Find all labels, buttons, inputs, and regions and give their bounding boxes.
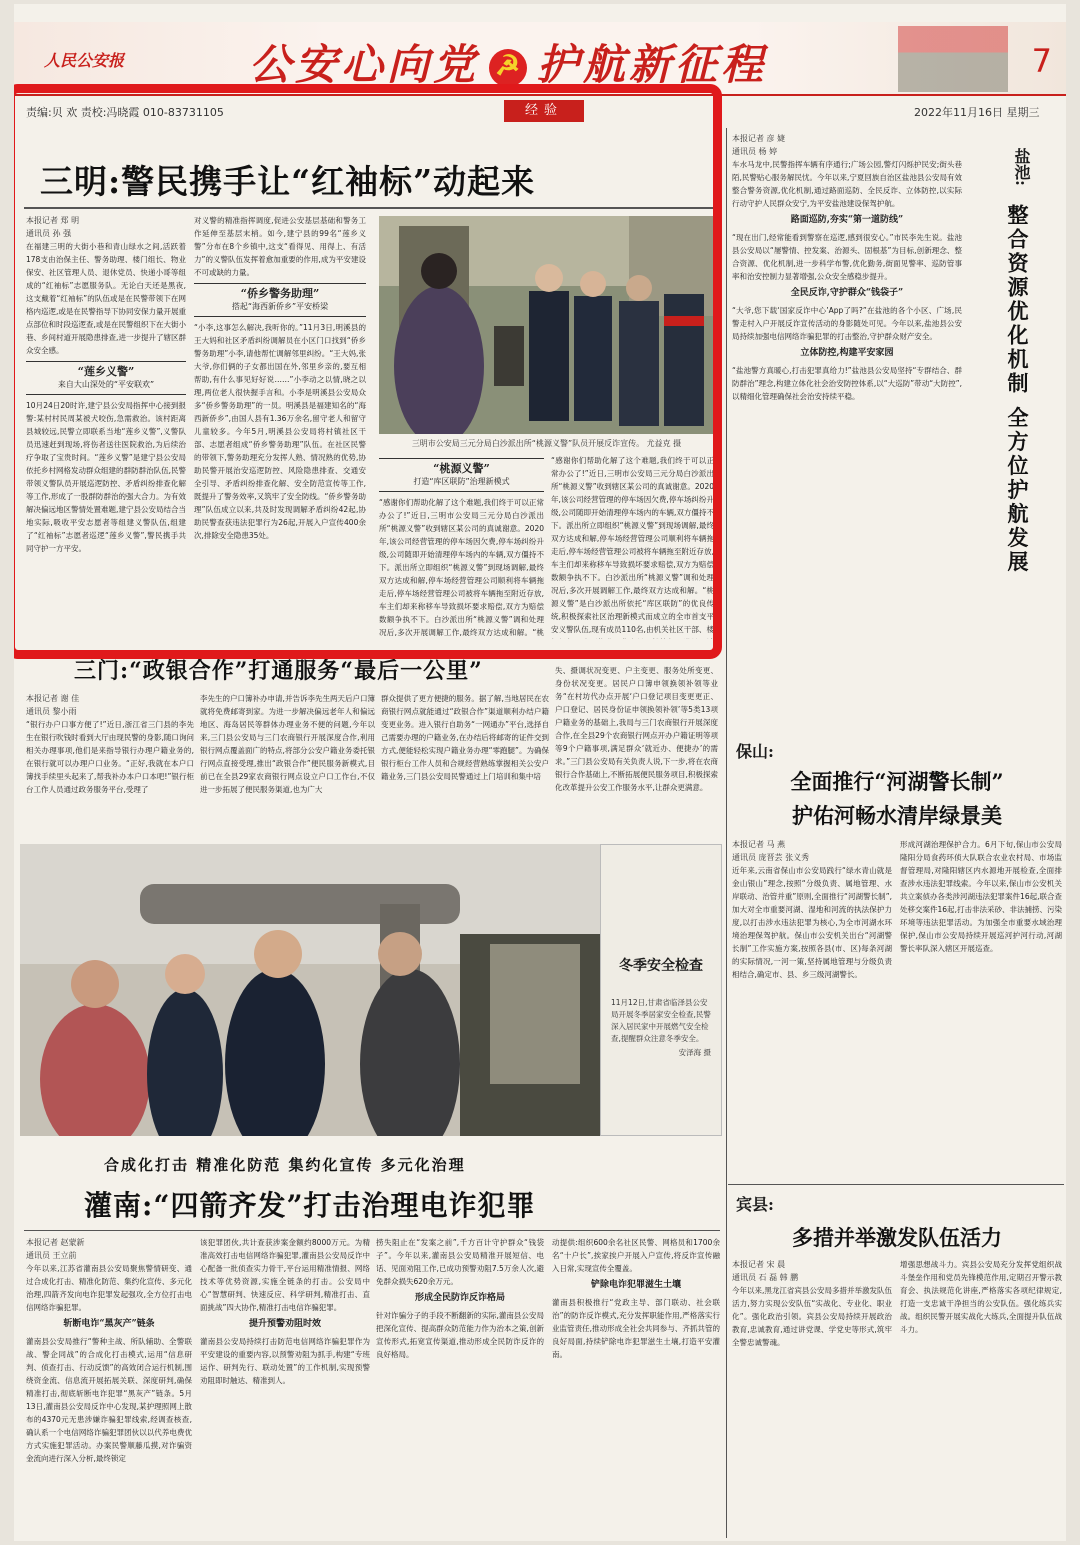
newspaper-page	[14, 4, 1066, 1541]
masthead-title-left: 公安心向党	[249, 40, 480, 89]
byline: 本报记者 马 燕 通讯员 庞晋芸 张义秀	[732, 840, 810, 862]
photo-title: 冬季安全检查	[619, 958, 703, 974]
article-guannan-col4: 动提供:组织600余名社区民警、网格员和1700余名“十户长”,挨家挨户开展入户宣传,将反诈宣传融入日常,实现宣传全覆盖。 铲除电诈犯罪滋生土壤 灌南县积极推行“党政主导、部门联动、社会联治”的防诈反诈模式,充分发挥职能作用,严格落实行业监管责任,推动形成全社会共同参与、齐抓共管的良好局面,持续铲除电诈犯罪滋生土壤,打造平安灌南。	[552, 1238, 720, 1359]
article-binxian-col1: 本报记者 宋 晨 通讯员 石 磊 韩 鹏 今年以来,黑龙江省宾县公安局多措并举激发队伍活力,努力实现公安队伍“实战化、专业化、职业化”。强化政治引领。宾县公安局持续开展政治教育,忠诚教育,通过讲党课、学党史等形式,筑牢全警忠诚警魂。	[732, 1260, 892, 1347]
photo-winter-safety	[20, 844, 600, 1136]
article-baoshan-title1: 全面推行“河湖警长制”	[790, 769, 1004, 794]
masthead-logo: 人民公安报	[44, 51, 125, 70]
issue-date: 2022年11月16日 星期三	[914, 106, 1040, 119]
article-sanmen-col1: 本报记者 谢 佳 通讯员 黎小雨 “银行办户口事方便了!”近日,浙江省三门县的李先生在银行吹钱时看到大厅由现民警的身影,随口询问相关办理事项,他们是来指导银行办理户籍业务的,在银行就可以办理户口业务。“正好,我就在本户口簿找手续里头起来了,帮我补办本户口本吧!”银行柜台工作人员通过政务服务平台,受理了	[26, 694, 194, 794]
article-sanming-title: 三明:警民携手让“红袖标”动起来	[40, 162, 536, 201]
article-sanming-col3b: “感谢你们帮助化解了这个难题,我们终于可以正常办公了!”近日,三明市公安局三元分局白沙派出所“桃源义警”收到辖区某公司的真诚谢意。2020年,该公司经营管理的停车场因欠费,停车场纠纷升级,公司随即开始清理停车场内的车辆,双方僵持不下。派出所立即组织“桃源义警”到现场调解,最终双方达成和解,停车场经营管理公司顺利将车辆拖走后,停车场经营管理公司被将车辆拖至附近存放,车主们却来称移车导致损坏要求赔偿,双方为赔偿数额争执不下。白沙派出所“桃源义警”调和处理况后,多次开展调解工作,最终双方达成和解。“桃源义警”是白沙派出所依托“库区联防”的优良传统,积极探索社区治理新模式而成立的全市首支平安义警队伍,现有成员110名,由机关社区干部、楼	[551, 456, 714, 634]
article-baoshan-col1: 本报记者 马 燕 通讯员 庞晋芸 张义秀 近年来,云南省保山市公安局践行“绿水青山就是金山银山”理念,按照“分级负责、属地管理、水岸联动、治管并重”原则,全面推行“河湖警长制”,加大对全市重要河湖、湿地和河流的执法保护力度,以打击涉水违法犯罪为核心,为全市河湖水环境治理保驾护航。保山市公安机关出台“河湖警长制”工作实施方案,按照各县(市、区)每条河湖的实际情况,一河一策,坚持属地管理与分级负责相结合,确定市、县、乡三级河湖警长。	[732, 840, 892, 979]
photo-police-volunteers	[379, 216, 714, 434]
article-guannan-col3: 捞失阻止在“发案之前”,千方百计守护群众“钱袋子”。今年以来,灌南县公安局精准开展短信、电话、见面劝阻工作,已成功预警劝阻7.5万余人次,避免群众损失620余万元。 形成全民防诈反诈格局 针对诈骗分子的手段不断翻新的实际,灌南县公安局把深化宣传、提高群众防范能力作为治本之策,创新宣传形式,拓宽宣传渠道,推动形成全民防诈反诈的良好格局。	[376, 1238, 544, 1359]
region-binxian: 宾县:	[736, 1195, 774, 1214]
article-yanchi-title: 整合资源优化机制 全方位护航发展	[1005, 204, 1030, 575]
subhead-qiaoxiang: “侨乡警务助理” 搭起“海西新侨乡”平安桥梁	[194, 283, 366, 317]
article-sanmen-title: 三门:“政银合作”打通服务“最后一公里”	[74, 658, 483, 684]
article-guannan-title: 灌南:“四箭齐发”打击治理电诈犯罪	[84, 1189, 536, 1222]
byline: 本报记者 赵蒙新 通讯员 王立前	[26, 1238, 85, 1260]
article-binxian-col2: 增强思想战斗力。宾县公安局充分发挥党组织战斗堡垒作用和党员先锋模范作用,定期召开警示教育会、执法规范化讲座,严格落实各项纪律规定,打造一支忠诚干净担当的公安队伍。强化练兵实战。组织民警开展实战化大练兵,全面提升队伍战斗力。	[900, 1260, 1062, 1334]
article-sanming-col3a: “桃源义警” 打造“库区联防”治理新模式 “感谢你们帮助化解了这个难题,我们终于可以正常办公了!”近日,三明市公安局三元分局白沙派出所“桃源义警”收到辖区某公司的真诚谢意。2020年,该公司经营管理的停车场因欠费,停车场纠纷升级,公司随即开始清理停车场内的车辆,双方僵持不下。派出所立即组织“桃源义警”到现场调解,最终双方达成和解,停车场经营管理公司顺利将车辆拖走后,停车场经营管理公司被将车辆拖至附近存放,车主们却来称移车导致损坏要求赔偿,双方为赔偿数额争执不下。白沙派出所“桃源义警”调和处理况后,多次开展调解工作,最终双方达成和解。“桃	[379, 454, 544, 639]
subhead-taoyuan: “桃源义警” 打造“库区联防”治理新模式	[379, 458, 544, 492]
masthead	[14, 22, 1066, 96]
article-sanmen-col2: 李先生的户口簿补办申请,并告诉李先生两天后户口簿就将免费邮寄到家。为进一步解决偏远老年人和偏远地区、海岛居民等群体办理业务不便的问题,今年以来,三门县公安局与三门农商银行开展深度合作,利用银行网点覆盖面广的特点,将部分公安户籍业务委托银行网点直接受理,推出“政银合作”便民服务新模式,目前已在全县29家农商银行网点设立户口工作台,不仅进一步拓展了便民服务渠道,也为广大	[200, 694, 375, 794]
byline: 本报记者 宋 晨 通讯员 石 磊 韩 鹏	[732, 1260, 799, 1282]
article-guannan-col2: 该犯罪团伙,共计查获涉案金额约8000万元。为精准高效打击电信网络诈骗犯罪,灌南县公安局反诈中心配备一批侦查实力骨干,平台运用精准情报、网络技术等优势资源,实施全链条的打击。公安局中心“智慧研判、快速反应、科学研判,精准打击、直面挑战”四大协作,精准打击电信诈骗犯罪。 提升预警劝阻时效 灌南县公安局持续打击防范电信网络诈骗犯罪作为平安建设的重要内容,以预警劝阻为抓手,构建“专班运作、研判先行、联动处置”的工作机制,实现预警劝阻即时触达、精准到人。	[200, 1238, 370, 1385]
party-emblem-icon	[489, 49, 527, 87]
byline: 本报记者 彦 婕 通讯员 杨 婷	[732, 134, 786, 156]
article-yanchi-body: 本报记者 彦 婕 通讯员 杨 婷 车水马龙中,民警指挥车辆有序通行;广场公园,警灯闪烁护民安;街头巷陌,民警贴心服务解民忧。今年以来,宁夏回族自治区盐池县公安局有效整合警务资源,优化机制,通过路面巡防、全民反诈、立体防控,以实际行动守护人民群众安宁,为平安盐池建设保驾护航。 路面巡防,夯实“第一道防线” “现在出门,经常能看到警察在巡逻,感到很安心。”市民李先生说。盐池县公安局以“屡警情、控发案、治源头、固根基”为目标,创新理念、整合资源、优化机制,进一步科学布警,优化勤务,街面见警率、巡防管事率和治安控制力显著增强,公众安全感稳步提升。 全民反诈,守护群众“钱袋子” “大爷,您下载‘国家反诈中心’App了吗?”在盐池的各个小区、广场,民警走村入户开展反诈宣传活动的身影随处可见。今年以来,盐池县公安局持续加强电信网络诈骗犯罪的打击整治,守护群众财产安全。 立体防控,构建平安家园 “盐池警方真暖心,打击犯罪真给力!”盐池县公安局坚持“专群结合、群防群治”理念,构建立体化社会治安防控体系,以“大巡防”带动“大防控”,以精细化管理确保社会治安持续平稳。	[732, 134, 962, 401]
photo2-credit: 安泽海 摄	[678, 1048, 711, 1057]
article-baoshan-title2: 护佑河畅水清岸绿景美	[792, 803, 1002, 828]
article-guannan-kicker: 合成化打击 精准化防范 集约化宣传 多元化治理	[104, 1156, 466, 1174]
masthead-title-right: 护航新征程	[537, 40, 768, 89]
masthead-title	[249, 32, 767, 92]
flag-graphic	[898, 26, 1008, 92]
section-tag: 经验	[504, 100, 584, 122]
subhead-lianxiang: “莲乡义警” 来自大山深处的“平安联欢”	[26, 361, 186, 395]
article-sanmen-col3: 群众提供了更方便捷的服务。据了解,当地居民在农商银行网点就能通过“政银合作”渠道顺利办结户籍变更业务。进入银行自助务“一网通办”平台,选择自己需要办理的户籍业务,在办结后将邮寄的证件交到方式,便能轻松实现户籍业务办理“零跑腿”。为确保银行柜台工作人员和合规经营熟练掌握相关公安户籍业务,三门县公安局民警通过上门培训和集中培	[381, 694, 549, 781]
article-sanming-col2: 对义警的精准指挥调度,促进公安基层基础和警务工作延伸至基层末梢。如今,建宁县的99名“莲乡义警”分布在8个乡镇中,这支“看得见、用得上、有活力”的义警队伍发挥着愈加重要的作用,成为平安建设不可或缺的力量。 “侨乡警务助理” 搭起“海西新侨乡”平安桥梁 “小李,这事怎么解决,我听你的。”11月3日,明溪县的王大妈和社区矛盾纠纷调解员在小区门口找到“侨乡警务助理”小李,请他帮忙调解邻里纠纷。“王大妈,张大爷,你们俩的子女都出国在外,邻里乡亲的,要互相帮助,有什么事见好好说……”小李动之以情,晓之以理,两位老人很快握手言和。小李是明溪县公安局众多“侨乡警务助理”的一员。明溪县是福建知名的“海西新侨乡”,由国人县有1.36万余名,留守老人和留守儿童较多。今年5月,明溪县公安局将村镇社区干部、志愿者组成“侨乡警务助理”队伍。在社区民警的带领下,警务助理充分发挥人熟、情况熟的优势,协助民警开展治安巡逻防控、风险隐患排查、交通安全引导、矛盾纠纷排查化解、安全防范宣传等工作,既提升了警务效率,又筑牢了安全防线。“侨乡警务助理”队伍成立以来,共及时发现调解矛盾纠纷42起,协助民警查获违法犯罪行为26起,开展入户宣传400余次,排除安全隐患35处。	[194, 216, 366, 540]
article-sanmen-col4: 失、摄调状况变更、户主变更、服务处所变更、身份状况变更。居民户口簿申领换领补领等业务“在村坊代办点开展‘户口登记项目变更更正、户口登记、居民身份证申领换领补领’等5类13项户籍业务的基础上,我局与三门农商银行开展深度合作,在全县29个农商银行网点开办户籍证明等项等9个户籍事项,满足群众‘就近办、便捷办’的需求。”三门县公安局有关负责人说,下一步,将在农商银行合作基础上,不断拓展便民服务项目,积极探索化改革提升公安工作服务水平,让群众更满意。	[555, 666, 718, 792]
article-binxian-title: 多措并举激发队伍活力	[792, 1225, 1002, 1250]
article-baoshan-col2: 形成河湖治理保护合力。6月下旬,保山市公安局隆阳分局食药环侦大队联合农业农村局、市场监督管理局,对隆阳辖区内水源地开展检查,全面排查涉水违法犯罪线索。今年以来,保山市公安机关共立案侦办各类涉河湖违法犯罪案件16起,联合查处移交案件16起,打击非法采砂、非法捕捞、污染环境等违法犯罪活动。为加强全市重要水域治理保护,保山市公安局持续开展巡河护河行动,河湖警长率队深入辖区开展巡查。	[900, 840, 1062, 953]
page-number: 7	[1031, 42, 1052, 80]
region-baoshan: 保山:	[736, 742, 774, 761]
photo-caption: 三明市公安局三元分局白沙派出所“桃源义警”队员开展反诈宣传。 尤益克 摄	[411, 439, 682, 448]
region-yanchi: 盐池:	[1012, 148, 1031, 186]
article-guannan-col1: 本报记者 赵蒙新 通讯员 王立前 今年以来,江苏省灌南县公安局聚焦警情研变、通过合成化打击、精准化防范、集约化宣传、多元化治理,四箭齐发向电诈犯罪发起强攻,全方位打击电信网络诈骗犯罪。 斩断电诈“黑灰产”链条 灌南县公安局推行“警种主战、所队辅助、全警联战、警企同战”的合成化打击模式,运用“信息研判、侦查打击、行动反馈”的高效闭合运行机制,围绕资金流、信息流开展拓展关联、深度研判,确保精准打击,彻底斩断电诈犯罪“黑灰产”链条。5月13日,灌南县公安局反诈中心发现,某护理照网上散布的4370元无患涉嫌诈骗犯罪线索,经调查核查,确认系一个电信网络诈骗犯罪团伙以以代养电费优方式实施犯罪活动。办案民警顺藤瓜摸,对诈骗资金流向进行深入分析,最终锁定	[26, 1238, 192, 1463]
byline: 本报记者 谢 佳 通讯员 黎小雨	[26, 694, 80, 716]
article-sanming-col1: 本报记者 郑 明 通讯员 孙 强 在福建三明的大街小巷和青山绿水之间,活跃着178支由治保主任、警务助理、楼门组长、物业保安、社区管理人员、退休党员、快递小哥等组成的“红袖标”志愿服务队。无论白天还是黑夜,这支戴着“红袖标”的队伍或是在民警带领下在网格内巡逻,或是在民警指导下协同安保力量开展重点部位和时段巡逻查,或是在民警组织下在大街小巷、乡间村道开展隐患排查,进一步提升了辖区群众安全感。 “莲乡义警” 来自大山深处的“平安联欢” 10月24日20时许,建宁县公安局指挥中心接到报警:某村村民周某被犬咬伤,急需救治。该村距离县城较远,民警立即联系当地“莲乡义警”,义警队员迅速赶到现场,将伤者送往医院救治,为后续治疗争取了宝贵时间。“莲乡义警”是建宁县公安局依托乡村网格发动群众组建的群防群治队伍,民警带领义警队员开展巡逻防控、矛盾纠纷排查化解等工作,形成了一股群防群治的强大合力。为有效解决偏远地区警情处置难题,建宁县公安局结合当地实际,吸收平安志愿者等组建义警队伍,组建了“红袖标”志愿者巡逻“莲乡义警”,警民携手共同守护一方平安。	[26, 216, 186, 553]
photo2-caption: 11月12日,甘肃省临泽县公安局开展冬季居家安全检查,民警深入居民家中开展燃气安全检查,提醒群众注意冬季安全。	[611, 998, 711, 1043]
byline: 本报记者 郑 明 通讯员 孙 强	[26, 216, 80, 238]
editor-info: 责编:贝 欢 责校:冯晓霞 010-83731105	[26, 106, 224, 119]
photo-sidebar	[600, 844, 722, 1136]
